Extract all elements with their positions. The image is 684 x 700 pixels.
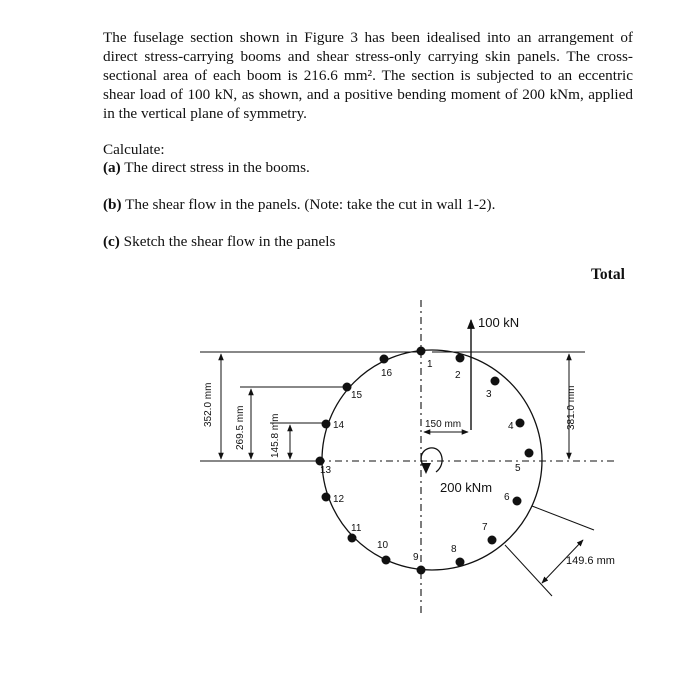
boom-16: [380, 355, 389, 364]
part-a-text: The direct stress in the booms.: [120, 159, 310, 176]
boom-label-6: 6: [504, 492, 510, 503]
left-dimension-1-label: 352.0 mm: [203, 382, 214, 427]
boom-9: [417, 566, 426, 575]
boom-3: [491, 377, 500, 386]
boom-1: [417, 347, 426, 356]
moment-arrowhead: [421, 463, 431, 474]
part-a-label: (a): [103, 159, 121, 176]
boom-label-4: 4: [508, 421, 514, 432]
part-b-text: The shear flow in the panels. (Note: take the cut in wall 1-2).: [121, 196, 496, 213]
boom-label-8: 8: [451, 544, 457, 555]
part-b-label: (b): [103, 196, 122, 213]
boom-11: [348, 534, 357, 543]
boom-5: [525, 449, 534, 458]
moment-label: 200 kNm: [440, 480, 493, 495]
boom-label-15: 15: [351, 390, 363, 401]
boom-label-3: 3: [486, 389, 492, 400]
boom-8: [456, 558, 465, 567]
boom-14: [322, 420, 331, 429]
radius-extension-1: [532, 506, 594, 530]
boom-label-2: 2: [455, 370, 461, 381]
left-dimension-2-label: 269.5 mm: [235, 405, 246, 450]
total-label: Total: [591, 266, 625, 283]
radius-extension-2: [505, 545, 552, 596]
right-dimension-label: 381.0 mm: [566, 385, 577, 430]
boom-6: [513, 497, 522, 506]
boom-label-10: 10: [377, 540, 389, 551]
calculate-heading: Calculate:: [103, 141, 165, 158]
problem-intro: The fuselage section shown in Figure 3 has been idealised into an arrangement of direct stress-carrying booms and shear stress-only carrying skin panels. The cross-sectional area of each boom is 216.6 mm². The section is subjected to an eccentric shear load of 100 kN, as shown, and a positive bending moment of 200 kNm, applied in the vertical plane of symmetry.: [103, 29, 633, 122]
boom-label-5: 5: [515, 463, 521, 474]
boom-7: [488, 536, 497, 545]
part-c-text: Sketch the shear flow in the panels: [119, 233, 336, 250]
offset-label: 150 mm: [425, 419, 462, 430]
boom-label-1: 1: [427, 359, 433, 370]
boom-12: [322, 493, 331, 502]
boom-2: [456, 354, 465, 363]
boom-label-9: 9: [413, 552, 419, 563]
boom-label-12: 12: [333, 494, 345, 505]
boom-label-14: 14: [333, 420, 345, 431]
boom-label-7: 7: [482, 522, 488, 533]
boom-label-13: 13: [320, 465, 332, 476]
left-dimension-3-label: 145.8 mm: [270, 413, 281, 458]
boom-10: [382, 556, 391, 565]
boom-4: [516, 419, 525, 428]
boom-label-16: 16: [381, 368, 393, 379]
radius-label: 149.6 mm: [566, 555, 615, 567]
boom-label-11: 11: [351, 523, 362, 534]
shear-load-label: 100 kN: [478, 315, 520, 330]
part-c-label: (c): [103, 233, 120, 250]
